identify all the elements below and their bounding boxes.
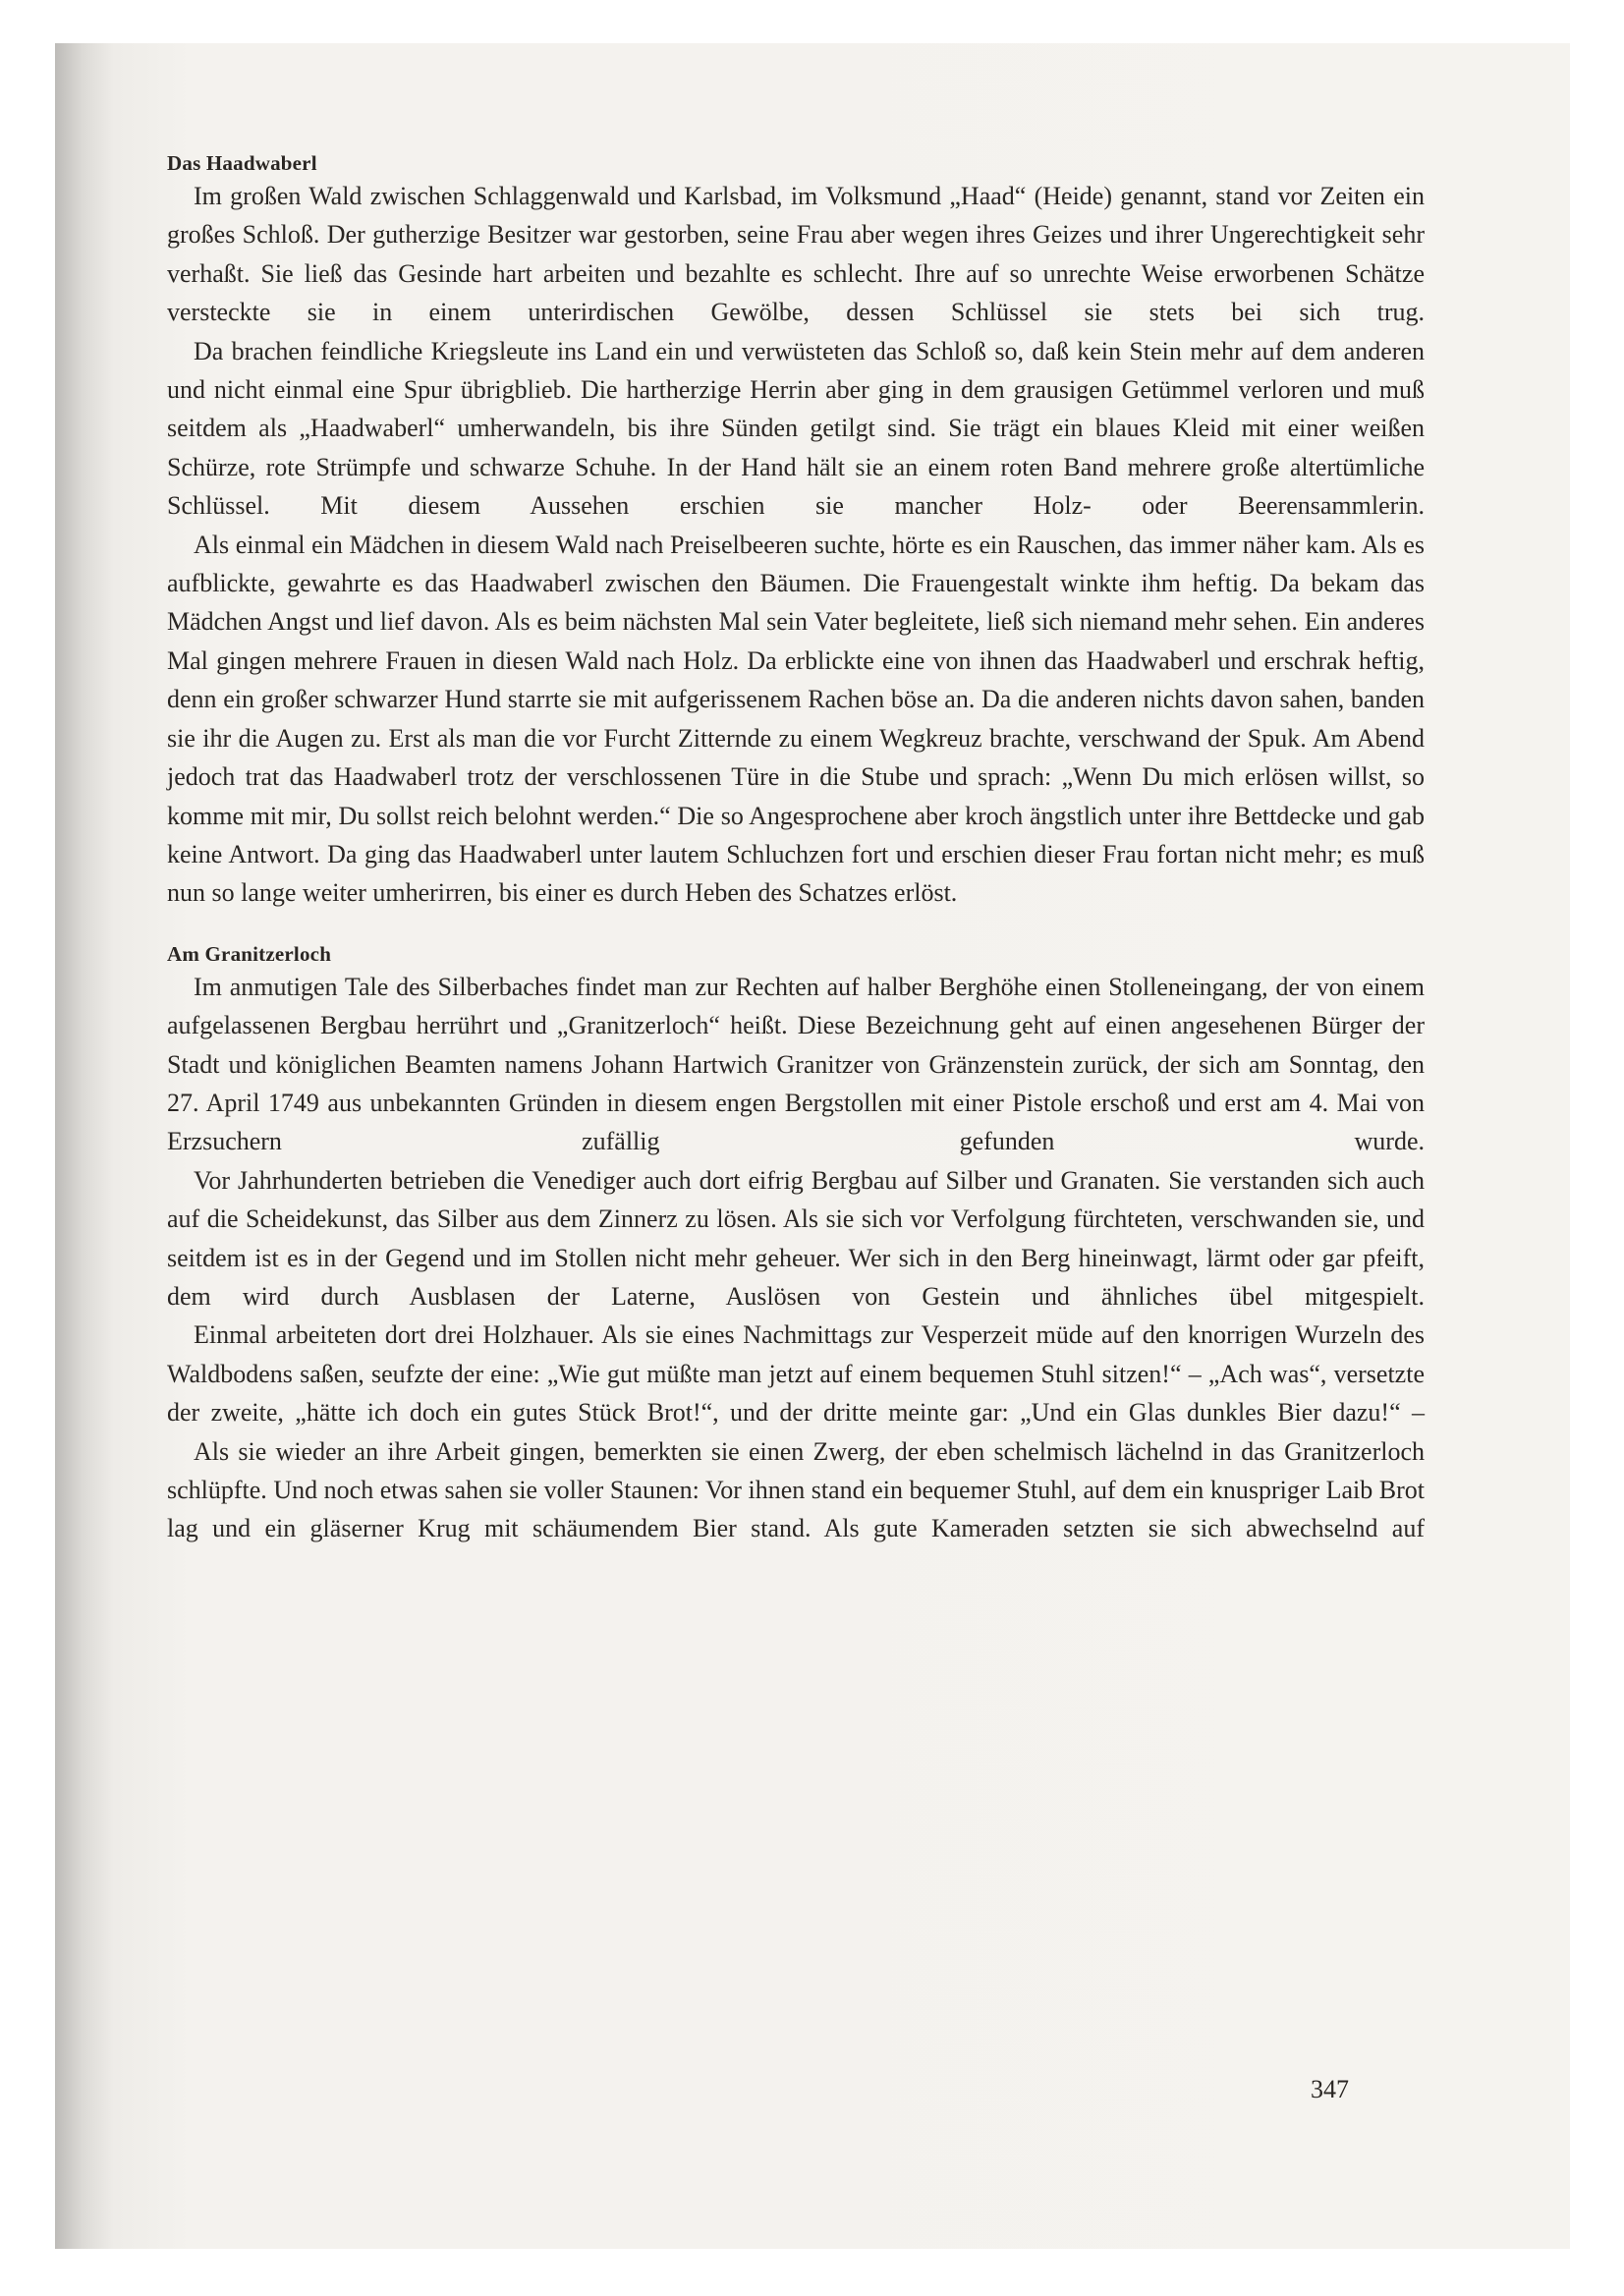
section-granitzerloch: [167, 940, 1425, 1548]
paragraph: Im großen Wald zwischen Schlaggenwald und Karlsbad, im Volksmund „Haad“ (Heide) genannt, stand vor Zeiten ein großes Schloß. Der gutherzige Besitzer war gestorben, seine Frau aber wegen ihres Geizes und ihrer Ungerechtigkeit sehr verhaßt. Sie ließ das Gesinde hart arbeiten und bezahlte es schlecht. Ihre auf so unrechte Weise erworbenen Schätze versteckte sie in einem unterirdischen Gewölbe, dessen Schlüssel sie stets bei sich trug.: [167, 182, 1425, 327]
paragraph: Als sie wieder an ihre Arbeit gingen, bemerkten sie einen Zwerg, der eben schelmisch lächelnd in das Granitzerloch schlüpfte. Und noch etwas sahen sie voller Staunen: Vor ihnen stand ein bequemer Stuhl, auf dem ein knuspriger Laib Brot lag und ein gläserner Krug mit schäumendem Bier stand. Als gute Kameraden setzten sie sich abwechselnd auf: [167, 1436, 1425, 1543]
section-title: Das Haadwaberl: [167, 151, 317, 175]
book-page: [55, 43, 1570, 2249]
paragraph: Im anmutigen Tale des Silberbaches findet man zur Rechten auf halber Berghöhe einen Stolleneingang, der von einem aufgelassenen Bergbau herrührt und „Granitzerloch“ heißt. Diese Bezeichnung geht auf einen angesehenen Bürger der Stadt und königlichen Beamten namens Johann Hartwich Granitzer von Gränzenstein zurück, der sich am Sonntag, den 27. April 1749 aus unbekannten Gründen in diesem engen Bergstollen mit einer Pistole erschoß und erst am 4. Mai von Erzsuchern zufällig gefunden wurde.: [167, 972, 1425, 1156]
page-number: 347: [1311, 2075, 1349, 2103]
section-haadwaberl: [167, 149, 1425, 913]
paragraph: Als einmal ein Mädchen in diesem Wald nach Preiselbeeren suchte, hörte es ein Rauschen, das immer näher kam. Als es aufblickte, gewahrte es das Haadwaberl zwischen den Bäumen. Die Frauengestalt winkte ihm heftig. Da bekam das Mädchen Angst und lief davon. Als es beim nächsten Mal sein Vater begleitete, ließ sich niemand mehr sehen. Ein anderes Mal gingen mehrere Frauen in diesen Wald nach Holz. Da erblickte eine von ihnen das Haadwaberl und erschrak heftig, denn ein großer schwarzer Hund starrte sie mit aufgerissenem Rachen böse an. Da die anderen nichts davon sahen, banden sie ihr die Augen zu. Erst als man die vor Furcht Zitternde zu einem Wegkreuz brachte, verschwand der Spuk. Am Abend jedoch trat das Haadwaberl trotz der verschlossenen Türe in die Stube und sprach: „Wenn Du mich erlösen willst, so komme mit mir, Du sollst reich belohnt werden.“ Die so Angesprochene aber kroch ängstlich unter ihre Bettdecke und gab keine Antwort. Da ging das Haadwaberl unter lautem Schluchzen fort und erschien dieser Frau fortan nicht mehr; es muß nun so lange weiter umherirren, bis einer es durch Heben des Schatzes erlöst.: [167, 530, 1425, 908]
section-title: Am Granitzerloch: [167, 941, 332, 966]
paragraph: Einmal arbeiteten dort drei Holzhauer. Als sie eines Nachmittags zur Vesperzeit müde auf den knorrigen Wurzeln des Waldbodens saßen, seufzte der eine: „Wie gut müßte man jetzt auf einem bequemen Stuhl sitzen!“ – „Ach was“, versetzte der zweite, „hätte ich doch ein gutes Stück Brot!“, und der dritte meinte gar: „Und ein Glas dunkles Bier dazu!“ –: [167, 1320, 1425, 1428]
page-content: [167, 149, 1425, 1548]
paragraph: Vor Jahrhunderten betrieben die Venediger auch dort eifrig Bergbau auf Silber und Granaten. Sie verstanden sich auch auf die Scheidekunst, das Silber aus dem Zinnerz zu lösen. Als sie sich vor Verfolgung fürchteten, verschwanden sie, und seitdem ist es in der Gegend und im Stollen nicht mehr geheuer. Wer sich in den Berg hineinwagt, lärmt oder gar pfeift, dem wird durch Ausblasen der Laterne, Auslösen von Gestein und ähnliches übel mitgespielt.: [167, 1165, 1425, 1311]
paragraph: Da brachen feindliche Kriegsleute ins Land ein und verwüsteten das Schloß so, daß kein Stein mehr auf dem anderen und nicht einmal eine Spur übrigblieb. Die hartherzige Herrin aber ging in dem grausigen Getümmel verloren und muß seitdem als „Haadwaberl“ umherwandeln, bis ihre Sünden getilgt sind. Sie trägt ein blaues Kleid mit einer weißen Schürze, rote Strümpfe und schwarze Schuhe. In der Hand hält sie an einem roten Band mehrere große altertümliche Schlüssel. Mit diesem Aussehen erschien sie mancher Holz- oder Beerensammlerin.: [167, 336, 1425, 521]
